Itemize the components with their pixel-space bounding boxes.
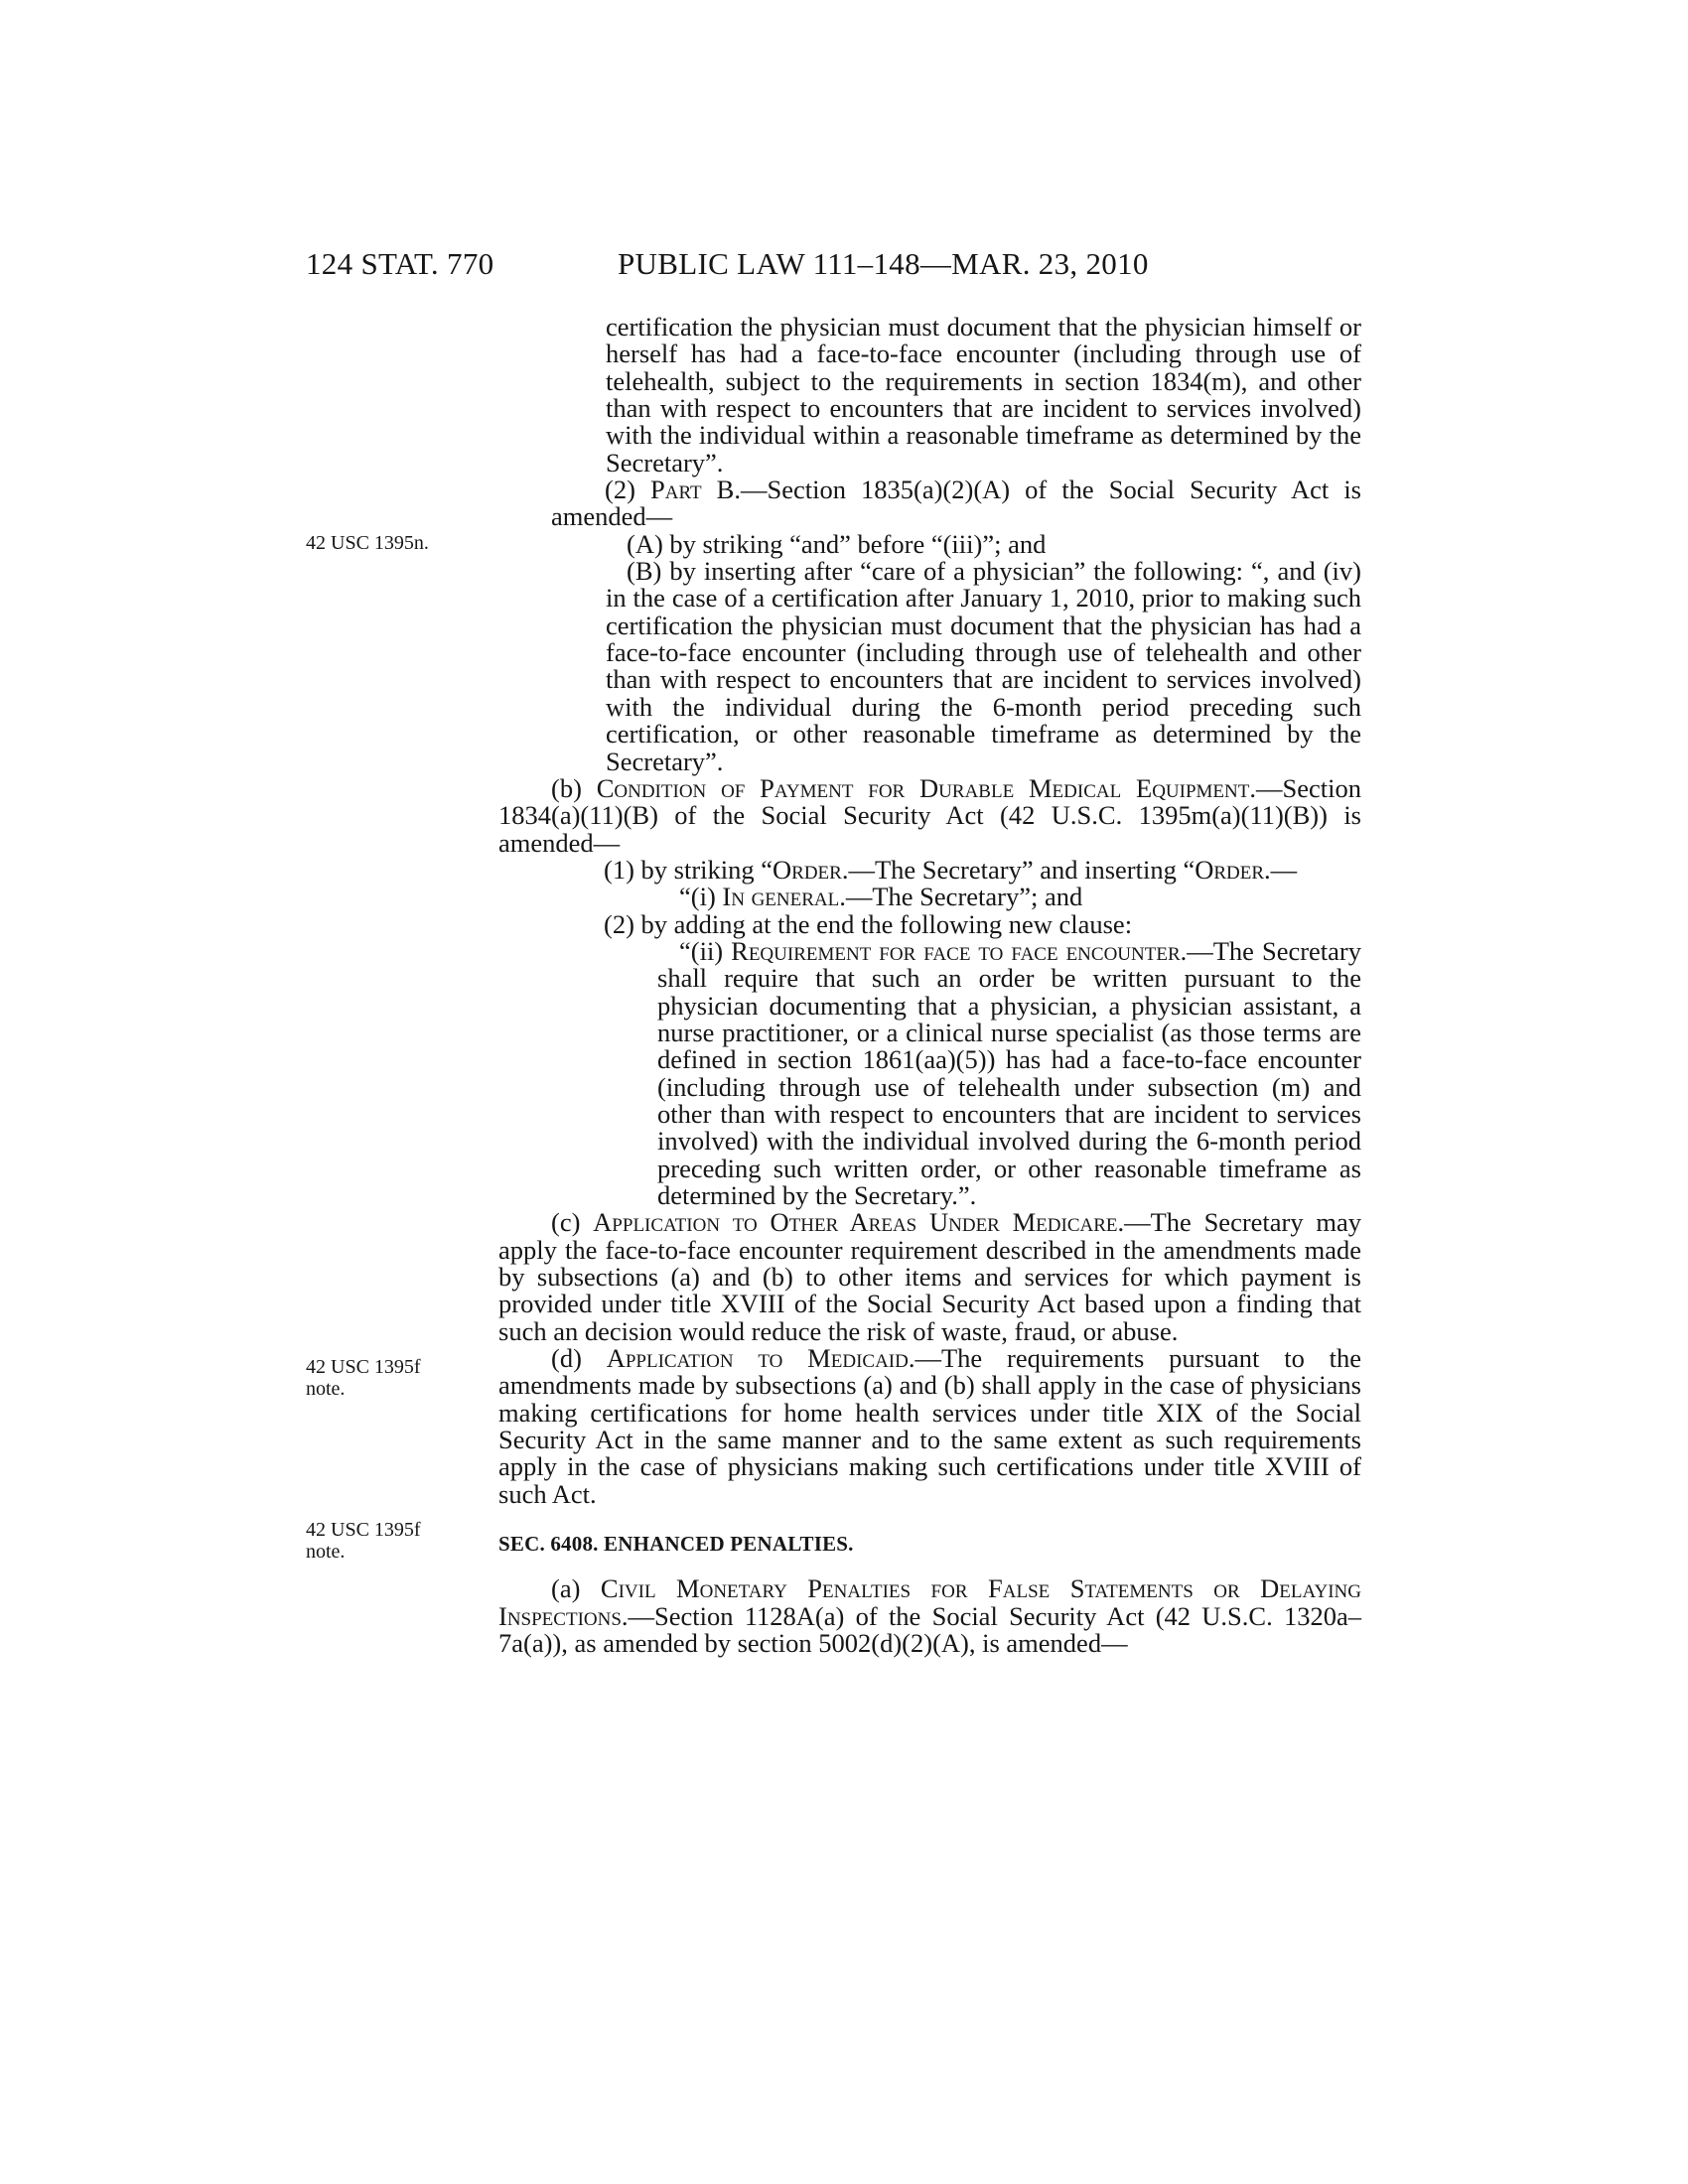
text-run: In general bbox=[722, 882, 840, 912]
paragraph-number: (c) bbox=[551, 1207, 594, 1238]
margin-note-3 bbox=[306, 1519, 455, 1563]
paragraph-number: (b) bbox=[551, 772, 597, 803]
statute-page-number: 124 STAT. 770 bbox=[306, 246, 494, 281]
paragraph-body: .—The requirements pursuant to the amendments made by subsections (a) and (b) shall apply in the case of physicians making certifications for home health services under title XIX of the Social Security Act in the same manner and to the same extent as such requirements apply in the case of physicians making such certifications under title XVIII of such Act. bbox=[498, 1343, 1362, 1509]
paragraph-text bbox=[551, 854, 1361, 885]
paragraph-body: .—Section 1834(a)(11)(B) of the Social Security Act (42 U.S.C. 1395m(a)(11)(B)) is amended— bbox=[498, 772, 1361, 858]
continued-paragraph bbox=[498, 314, 1361, 477]
text-run: Order bbox=[773, 854, 842, 885]
margin-note-text: 42 USC 1395f bbox=[306, 1356, 421, 1378]
document-body bbox=[498, 314, 1361, 1658]
section-heading: SEC. 6408. ENHANCED PENALTIES. bbox=[498, 1532, 854, 1557]
text-run: (1) by striking “ bbox=[604, 854, 774, 885]
paragraph-heading: Application to Medicaid bbox=[606, 1343, 909, 1374]
paragraph-text bbox=[551, 477, 1361, 531]
margin-note-2 bbox=[306, 1356, 455, 1400]
paragraph-text bbox=[657, 884, 1361, 910]
paragraph-text: certification the physician must document that the physician himself or herself has had a face-to-face encounter (including through use of telehealth, subject to the requirements in section 1834(m), and other than with respect to encounters that are incident to services involved) with the individual within a reasonable timeframe as determined by the Secretary”. bbox=[606, 312, 1361, 478]
clause-i bbox=[498, 884, 1361, 910]
text-run: .—The Secretary”; and bbox=[839, 882, 1083, 912]
paragraph-body: .—Section 1835(a)(2)(A) of the Social Security Act is amended— bbox=[551, 475, 1361, 532]
paragraph-number: (d) bbox=[551, 1343, 607, 1374]
running-header bbox=[306, 246, 1363, 286]
paragraph-body: .—The Secretary may apply the face-to-face encounter requirement described in the amendments made by subsections (a) and (b) to other items and services for which payment is provided under title XVIII of the Social Security Act based upon a finding that such an decision would reduce the risk of waste, fraud, or abuse. bbox=[498, 1207, 1361, 1346]
paragraph-text: (B) by inserting after “care of a physician” the following: “, and (iv) in the case of a certification after January 1, 2010, prior to making such certification the physician must document that the physician has had a face-to-face encounter (including through use of telehealth and other than with respect to encounters that are incident to services involved) with the individual during the 6-month period preceding such certification, or other reasonable timeframe as determined by the Secretary”. bbox=[606, 556, 1361, 776]
paragraph-number: (a) bbox=[551, 1573, 601, 1604]
subsection-b-paragraph-1 bbox=[498, 854, 1361, 885]
paragraph-2-part-b bbox=[498, 477, 1361, 531]
margin-note-text: 42 USC 1395n. bbox=[306, 532, 429, 554]
paragraph-text bbox=[498, 772, 1361, 858]
paragraph-text bbox=[657, 935, 1361, 1210]
clause-ii bbox=[498, 935, 1361, 1210]
paragraph-body: .—Section 1128A(a) of the Social Security Act (42 U.S.C. 1320a–7a(a)), as amended by section 5002(d)(2)(A), is amended— bbox=[498, 1600, 1361, 1659]
text-run: .— bbox=[1264, 854, 1298, 885]
subsection-c bbox=[498, 1209, 1361, 1345]
paragraph-text bbox=[498, 1209, 1361, 1345]
subparagraph-b bbox=[498, 558, 1361, 775]
text-run: Order bbox=[1195, 854, 1265, 885]
text-run: “(ii) bbox=[679, 935, 732, 966]
paragraph-text: (A) by striking “and” before “(iii)”; and bbox=[627, 528, 1047, 559]
paragraph-heading: Part B bbox=[649, 475, 735, 505]
paragraph-heading: Civil Monetary Penalties for False Statements or Delaying Inspections bbox=[498, 1573, 1361, 1631]
subsection-b bbox=[498, 772, 1361, 858]
subparagraph-a bbox=[498, 528, 1361, 559]
paragraph-heading: Condition of Payment for Durable Medical Equipment bbox=[596, 772, 1250, 803]
paragraph-text bbox=[498, 1345, 1361, 1508]
subsection-d bbox=[498, 1345, 1361, 1508]
text-run: .—The Secretary shall require that such an order be written pursuant to the physician documenting that a physician, a physician assistant, a nurse practitioner, or a clinical nurse specialist (as those terms are defined in section 1861(aa)(5)) has had a face-to-face encounter (including through use of telehealth under subsection (m) and other than with respect to encounters that are incident to services involved) with the individual involved during the 6-month period preceding such written order, or other reasonable timeframe as determined by the Secretary.”. bbox=[657, 935, 1361, 1210]
paragraph-number: (2) bbox=[605, 475, 650, 505]
paragraph-text: (2) by adding at the end the following new clause: bbox=[604, 908, 1133, 939]
public-law-citation: PUBLIC LAW 111–148—MAR. 23, 2010 bbox=[618, 246, 1149, 281]
text-run: “(i) bbox=[679, 882, 723, 912]
subsection-b-paragraph-2 bbox=[498, 908, 1361, 939]
margin-note-text: 42 USC 1395f bbox=[306, 1519, 421, 1541]
section-6408-subsection-a bbox=[498, 1575, 1361, 1657]
text-run: .—The Secretary” and inserting “ bbox=[841, 854, 1196, 885]
margin-note-1 bbox=[306, 532, 455, 554]
margin-note-text: note. bbox=[306, 1541, 346, 1563]
paragraph-heading: Application to Other Areas Under Medicare bbox=[593, 1207, 1118, 1238]
text-run: Requirement for face to face encounter bbox=[731, 935, 1181, 966]
paragraph-text bbox=[498, 1575, 1361, 1657]
margin-note-text: note. bbox=[306, 1378, 346, 1400]
